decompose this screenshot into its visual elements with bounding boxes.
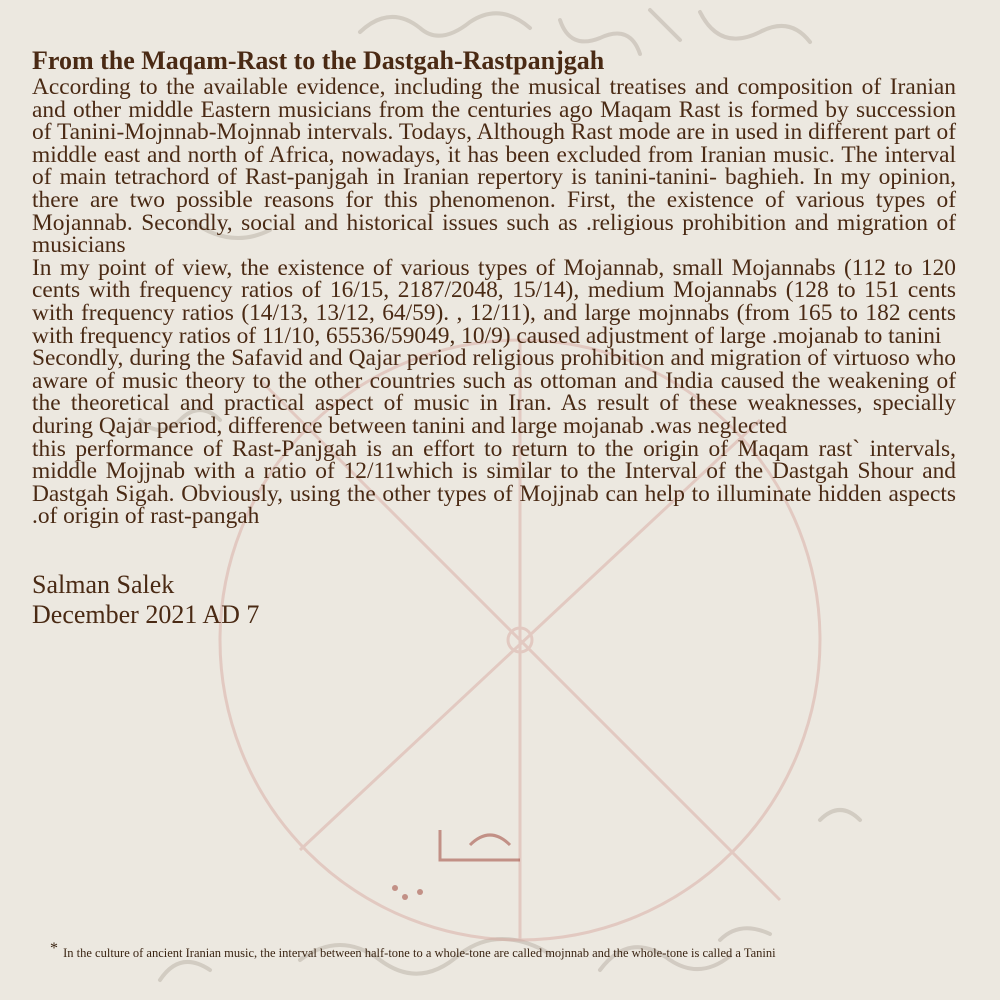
signature-block (32, 570, 956, 630)
paragraph-mojannab-types: In my point of view, the existence of various types of Mojannab, small Mojannabs (112 to 120 cents with frequency ratios of 16/15, 2187/2048, 15/14), medium Mojannabs (128 to 151 cents with frequency ratios (14/13, 13/12, 64/59). , 12/11), and large mojnnabs (from 165 to 182 cents with frequency ratios of 11/10, 65536/59049, 10/9) caused adjustment of large .mojanab to tanini (32, 254, 956, 349)
paragraph-performance: this performance of Rast-Panjgah is an effort to return to the origin of Maqam rast` intervals, middle Mojjnab with a ratio of 12/11which is similar to the Interval of the Dastgah Shour and Dastgah Sigah. Obviously, using the other types of Mojjnab can help to illuminate hidden aspects .of origin of rast-pangah (32, 435, 956, 530)
paragraph-intro: According to the available evidence, including the musical treatises and composition of Iranian and other middle Eastern musicians from the centuries ago Maqam Rast is formed by succession of Tanini-Mojnnab-Mojnnab intervals. Todays, Although Rast mode are in used in different part of middle east and north of Africa, nowadays, it has been excluded from Iranian music. The interval of main tetrachord of Rast-panjgah in Iranian repertory is tanini-tanini- baghieh. In my opinion, there are two possible reasons for this phenomenon. First, the existence of various types of Mojannab. Secondly, social and historical issues such as .religious prohibition and migration of musicians (32, 74, 956, 259)
footnote-text: In the culture of ancient Iranian music, the interval between half-tone to a whole-tone are called mojnnab and the whole-tone is called a Tanini (63, 946, 776, 960)
paragraph-historical-issues: Secondly, during the Safavid and Qajar period religious prohibition and migration of virtuoso who aware of music theory to the other countries such as ottoman and India caused the weakening of the theoretical and practical aspect of music in Iran. As result of these weaknesses, specially during Qajar period, difference between tanini and large mojanab .was neglected (32, 345, 956, 439)
article-title: From the Maqam-Rast to the Dastgah-Rastpanjgah (32, 46, 605, 75)
footnote (50, 938, 980, 964)
article (32, 46, 956, 630)
signature-date: December 2021 AD 7 (32, 599, 260, 629)
footnote-marker: * (50, 940, 58, 957)
author-name: Salman Salek (32, 569, 175, 599)
